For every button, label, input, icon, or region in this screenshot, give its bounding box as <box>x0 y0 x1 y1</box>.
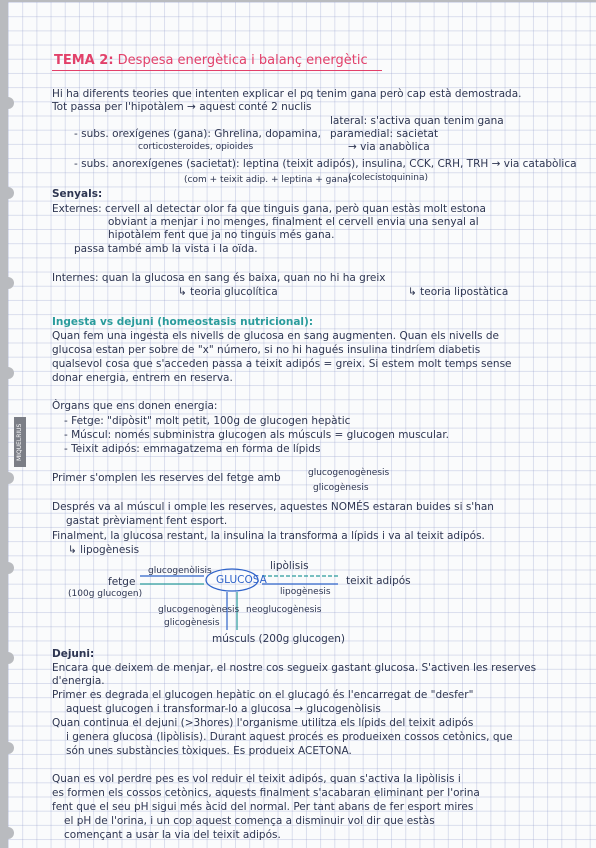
teoria-glucolitica: ↳ teoria glucolítica <box>178 286 278 298</box>
lipogenesis-label: lipogènesis <box>280 587 331 597</box>
senyals-heading: Senyals: <box>52 188 103 200</box>
dejuni-line-2: d'energia. <box>52 675 105 687</box>
organ-fetge: - Fetge: "dipòsit" molt petit, 100g de glucogen hepàtic <box>64 415 351 427</box>
primer-glucogeno: glucogenogènesis <box>308 468 390 478</box>
primer-line: Primer s'omplen les reserves del fetge amb <box>52 472 281 484</box>
via-anabolica: → via anabòlica <box>348 141 430 153</box>
organ-musculs: - Múscul: només subministra glucogen als músculs = glucogen muscular. <box>64 429 450 441</box>
title-text: Despesa energètica i balanç energètic <box>117 53 368 68</box>
orexigens-2: corticosteroides, opioides <box>138 142 254 152</box>
title-number: TEMA 2: <box>54 53 114 68</box>
interns-line: Internes: quan la glucosa en sang és baixa, quan no hi ha greix <box>52 272 386 284</box>
organs-heading: Òrgans que ens donen energia: <box>52 400 218 412</box>
dejuni-heading: Dejuni: <box>52 648 95 660</box>
nucli-paramedial: paramedial: sacietat <box>330 128 439 140</box>
final-line: Finalment, la glucosa restant, la insulina la transforma a lípids i va al teixit adipós. <box>52 530 485 542</box>
anorexigens-2: (com + teixit adip. + leptina + gana) <box>184 175 352 185</box>
ingesta-line-1: Quan fem una ingesta els nivells de glucosa en sang augmenten. Quan els nivells de <box>52 330 499 342</box>
glicogenesis-label: glicogènesis <box>164 618 220 628</box>
intro-line-2: Tot passa per l'hipotàlem → aquest conté 2 nuclis <box>52 101 312 113</box>
dejuni-line-12: començant a usar la via del teixit adipós. <box>64 829 281 841</box>
neoglucogenesis-label: neoglucogènesis <box>246 605 322 615</box>
nucli-lateral: lateral: s'activa quan tenim gana <box>330 115 504 127</box>
externs-line-3: hipotàlem fent que ja no tinguis més gana. <box>108 229 335 241</box>
dejuni-line-11: el pH de l'orina, i un cop aquest comença a disminuir vol dir que estàs <box>64 815 435 827</box>
lipogenesis-note: ↳ lipogènesis <box>68 544 140 556</box>
ingesta-heading: Ingesta vs dejuni (homeostasis nutricional): <box>52 316 314 328</box>
dejuni-line-7: són unes substàncies tòxiques. Es produeix ACETONA. <box>66 745 352 757</box>
teixit-node: teixit adipós <box>346 575 411 587</box>
dejuni-line-9: es formen els cossos cetònics, aquests finalment s'acabaran eliminant per l'orina <box>52 787 480 799</box>
glucogenogenesis-label: glucogenogènesis <box>158 605 240 615</box>
dejuni-line-1: Encara que deixem de menjar, el nostre cos segueix gastant glucosa. S'activen les reserves <box>52 662 537 674</box>
organ-teixit: - Teixit adipós: emmagatzema en forma de lípids <box>64 443 321 455</box>
fetge-sub: (100g glucogen) <box>68 589 143 599</box>
glucogenolisis-label: glucogenòlisis <box>148 566 212 576</box>
dejuni-line-8: Quan es vol perdre pes es vol reduir el teixit adipós, quan s'activa la lipòlisis i <box>52 773 461 785</box>
anorexigens-3: (colecistoquinina) <box>348 173 429 183</box>
ingesta-line-4: donar energia, entrem en reserva. <box>52 372 233 384</box>
glucosa-node: GLUCOSA <box>216 574 267 586</box>
brand-label: MIQUELRIUS <box>14 417 26 467</box>
teoria-lipostatica: ↳ teoria lipostàtica <box>408 286 509 298</box>
ingesta-line-2: glucosa estan per sobre de "x" número, si no hi hagués insulina tindríem diabetis <box>52 344 481 356</box>
dejuni-line-4: aquest glucogen i transformar-lo a glucosa → glucogenòlisis <box>66 703 381 715</box>
dejuni-line-6: i genera glucosa (lipòlisis). Durant aquest procés es produeixen cossos cetònics, que <box>66 731 513 743</box>
dejuni-line-10: fent que el seu pH sigui més àcid del normal. Per tant abans de fer esport mires <box>52 801 474 813</box>
externs-line-1: Externes: cervell al detectar olor fa que tinguis gana, però quan estàs molt estona <box>52 203 486 215</box>
lipolisis-label: lipòlisis <box>270 560 309 572</box>
fetge-node: fetge <box>108 576 136 588</box>
intro-line-1: Hi ha diferents teories que intenten explicar el pq tenim gana però cap està demostrada. <box>52 88 522 100</box>
notebook-page <box>8 2 596 848</box>
ingesta-line-3: qualsevol cosa que s'acceden passa a teixit adipós = greix. Si estem molt temps sense <box>52 358 512 370</box>
despres-line-1: Després va al múscul i omple les reserves, aquestes NOMÉS estaran buides si s'han <box>52 501 494 513</box>
dejuni-line-3: Primer es degrada el glucogen hepàtic on el glucagó és l'encarregat de "desfer" <box>52 689 474 701</box>
orexigens: - subs. orexígenes (gana): Ghrelina, dopamina, <box>74 128 321 140</box>
anorexigens: - subs. anorexígenes (sacietat): leptina (teixit adipós), insulina, CCK, CRH, TRH → via catabòlica <box>74 158 577 170</box>
externs-line-2: obviant a menjar i no menges, finalment el cervell envia una senyal al <box>108 216 479 228</box>
dejuni-line-5: Quan continua el dejuni (>3hores) l'organisme utilitza els lípids del teixit adipós <box>52 717 474 729</box>
primer-glicogenesis: glicogènesis <box>313 483 369 493</box>
despres-line-2: gastat prèviament fent esport. <box>66 515 228 527</box>
musculs-node: músculs (200g glucogen) <box>212 633 345 645</box>
externs-line-4: passa també amb la vista i la oïda. <box>74 243 258 255</box>
